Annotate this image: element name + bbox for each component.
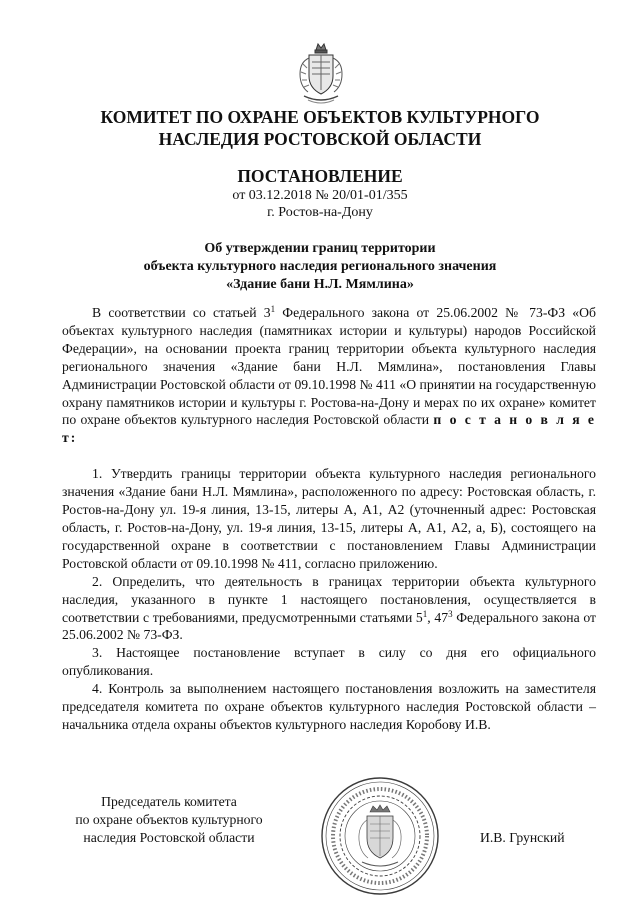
item-2-text-part-2: , 47 (427, 609, 449, 625)
decree-word: п о с т а н о в л я е т: (62, 412, 596, 446)
item-2-text-part-1: 2. Определить, что деятельность в границах территории объекта культурного наследия, указанного в пункте 1 настоящего постановления, осуществляется в соответствии с требованиями, предусмотренными статьями 5 (62, 573, 596, 625)
subject-line-3: «Здание бани Н.Л. Мямлина» (226, 277, 414, 292)
item-4-paragraph: 4. Контроль за выполнением настоящего постановления возложить на заместителя председателя комитета по охране объектов культурного наследия Ростовской области – начальника отдела охраны объектов культурного наследия Коробову И.В. (62, 681, 596, 732)
document-date-number: от 03.12.2018 № 20/01-01/355 (232, 188, 408, 203)
organization-title (40, 106, 600, 150)
subject-line-2: объекта культурного наследия регионального значения (143, 259, 497, 274)
item-2-text-part-3: Федерального закона от 25.06.2002 № 73-ФЗ. (62, 609, 597, 643)
item-2-superscript-2: 3 (448, 608, 453, 619)
subject-line-1: Об утверждении границ территории (204, 241, 436, 256)
item-1-paragraph: 1. Утвердить границы территории объекта культурного наследия регионального значения «Здание бани Н.Л. Мямлина», расположенного по адресу: Ростовская область, г. Ростов-на-Дону ул. 19-я линия, 13-15, литеры А, А1, А2 (уточненный адрес: Ростовская область, г. Ростов-на-Дону, ул. 19-я линия, 13-15, литеры А, А1, А2, а, Б), состоящего на государственной охране в соответствии с постановлением Главы Администрации Ростовской области от 09.10.1998 № 411, согласно приложению. (62, 466, 596, 571)
document-subject (40, 240, 600, 294)
organization-title-line-2: НАСЛЕДИЯ РОСТОВСКОЙ ОБЛАСТИ (158, 129, 482, 149)
signatory-position-line-3: наследия Ростовской области (83, 829, 255, 845)
signatory-position-line-1: Председатель комитета (101, 794, 237, 809)
preamble-text-part-2: Федерального закона от 25.06.2002 № 73-ФЗ «Об объектах культурного наследия (памятниках истории и культуры) народов Российской Федерации», на основании проекта границ территории объекта культурного наследия регионального значения «Здание бани Н.Л. Мямлина», постановления Главы Администрации Ростовской области от 09.10.1998 № 411 «О принятии на государственную охрану памятников истории и культуры г. Ростова-на-Дону и мерах по их охране» комитет по охране объектов культурного наследия Ростовской области (62, 305, 596, 428)
document-type: ПОСТАНОВЛЕНИЕ (237, 166, 403, 186)
item-2-superscript-1: 1 (422, 608, 428, 619)
item-3-paragraph: 3. Настоящее постановление вступает в силу со дня его официального опубликования. (62, 645, 596, 679)
signatory-position-line-2: по охране объектов культурного (75, 811, 263, 827)
signatory-position (58, 793, 280, 847)
preamble-text-part-1: В соответствии со статьей 3 (92, 305, 271, 320)
coat-of-arms-icon (294, 40, 348, 108)
signatory-name: И.В. Грунский (480, 830, 565, 845)
official-seal-icon (318, 774, 442, 898)
document-body (62, 304, 596, 734)
preamble-paragraph (62, 304, 596, 447)
document-city: г. Ростов-на-Дону (267, 205, 373, 220)
item-2-paragraph (62, 573, 596, 645)
preamble-superscript: 1 (270, 304, 276, 314)
organization-title-line-1: КОМИТЕТ ПО ОХРАНЕ ОБЪЕКТОВ КУЛЬТУРНОГО (100, 107, 540, 127)
